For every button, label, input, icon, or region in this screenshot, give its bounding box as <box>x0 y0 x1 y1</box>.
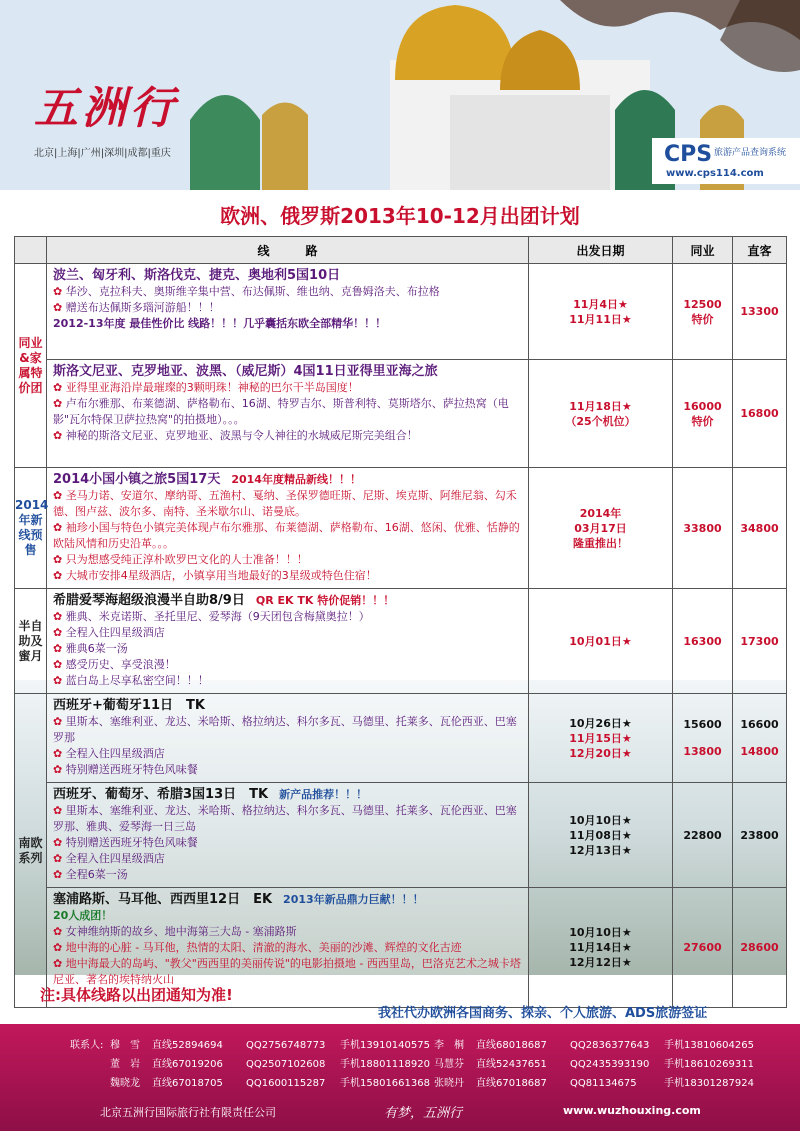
contact-row <box>70 1074 758 1093</box>
category-cell: 2014年新线预售 <box>15 468 47 589</box>
contact-mobile: 手机18301287924 <box>664 1078 754 1089</box>
header-route: 线 路 <box>47 237 529 264</box>
route-line: ✿ 特别赠送西班牙特色风味餐 <box>53 835 522 851</box>
contact-qq: QQ2435393190 <box>570 1059 650 1070</box>
table-row <box>15 264 787 360</box>
group-size-note: 20人成团！ <box>53 909 113 922</box>
promo-text: 2014年度精品新线！！！ <box>231 473 361 486</box>
promo-text: 新产品推荐！！！ <box>279 788 368 801</box>
header-trade: 同业 <box>673 237 733 264</box>
contact-row <box>70 1055 758 1074</box>
contact-mobile: 手机15801661368 <box>340 1078 430 1089</box>
cps-url: www.cps114.com <box>666 168 764 179</box>
departure-date: （25个机位） <box>565 414 636 428</box>
route-line: ✿ 袖珍小国与特色小镇完美体现卢布尔雅那、布莱德湖、萨格勒布、16湖、悠闲、优雅、恬静的欧陆风情和历史沿革。。。 <box>53 520 522 552</box>
departure-date: 11月15日★ <box>569 731 632 745</box>
contact-mobile: 手机18801118920 <box>340 1059 430 1070</box>
route-line: ✿ 华沙、克拉科夫、奥斯维辛集中营、布达佩斯、维也纳、克鲁姆洛夫、布拉格 <box>53 284 522 300</box>
route-title: 2014小国小镇之旅5国17天 <box>53 472 221 487</box>
route-line: ✿ 只为想感受纯正淳朴欧罗巴文化的人士准备！！！ <box>53 552 522 568</box>
departure-date: 11月18日★ <box>569 399 632 413</box>
route-line: ✿ 卢布尔雅那、布莱德湖、萨格勒布、16湖、特罗吉尔、斯普利特、莫斯塔尔、萨拉热窝（电影"瓦尔特保卫萨拉热窝"的拍摄地）。。。 <box>53 396 522 428</box>
direct-price <box>733 694 787 783</box>
contact-mobile: 手机18610269311 <box>664 1059 754 1070</box>
trade-price-value: 13800 <box>683 745 722 758</box>
departure-date: 11月08日★ <box>569 828 632 842</box>
route-line: ✿ 赠送布达佩斯多瑙河游船！！！ <box>53 300 522 316</box>
contact-tel: 直线67018687 <box>476 1078 547 1089</box>
contact-tel: 直线67018705 <box>152 1078 223 1089</box>
route-line: ✿ 地中海的心脏 - 马耳他，热情的太阳、清澈的海水、美丽的沙滩、辉煌的文化古迹 <box>53 940 522 956</box>
departure-date: 11月11日★ <box>569 312 632 326</box>
route-line: ✿ 亚得里亚海沿岸最璀璨的3颗明珠！神秘的巴尔干半岛国度！ <box>53 380 522 396</box>
trade-price: 27600 <box>673 888 733 1008</box>
direct-price: 13300 <box>733 264 787 360</box>
route-cell <box>47 264 529 360</box>
company-name: 北京五洲行国际旅行社有限责任公司 <box>100 1106 276 1119</box>
contact-name: 穆 雪 <box>110 1040 140 1051</box>
route-line: ✿ 圣马力诺、安道尔、摩纳哥、五渔村、戛纳、圣保罗德旺斯、尼斯、埃克斯、阿维尼翁、勾禾德、图卢兹、波尔多、南特、圣米歇尔山、诺曼底。 <box>53 488 522 520</box>
trade-price <box>673 694 733 783</box>
trade-price: 33800 <box>673 468 733 589</box>
header-direct: 直客 <box>733 237 787 264</box>
contact-qq: QQ81134675 <box>570 1078 637 1089</box>
route-line: ✿ 女神维纳斯的故乡、地中海第三大岛 - 塞浦路斯 <box>53 924 522 940</box>
contact-tel: 直线52437651 <box>476 1059 547 1070</box>
table-row <box>15 468 787 589</box>
dates-cell <box>529 360 673 468</box>
route-line: 2012-13年度 最佳性价比 线路！！！几乎囊括东欧全部精华！！！ <box>53 317 387 330</box>
route-line: ✿ 全程入住四星级酒店 <box>53 851 522 867</box>
route-line: ✿ 感受历史、享受浪漫！ <box>53 657 522 673</box>
departure-date: 10月10日★ <box>569 813 632 827</box>
cps-subtitle: 旅游产品查询系统 <box>714 148 787 158</box>
route-line: ✿ 大城市安排4星级酒店，小镇享用当地最好的3星级或特色住宿！ <box>53 568 522 584</box>
contact-tel: 直线67019206 <box>152 1059 223 1070</box>
website-link[interactable]: www.wuzhouxing.com <box>563 1104 701 1117</box>
route-line: ✿ 雅典、米克诺斯、圣托里尼、爱琴海（9天团包含梅黛奥拉！） <box>53 609 522 625</box>
direct-price: 17300 <box>733 589 787 694</box>
route-title: 西班牙+葡萄牙11日 TK <box>53 698 205 713</box>
dates-cell <box>529 783 673 888</box>
trade-price: 22800 <box>673 783 733 888</box>
departure-date: 03月17日 <box>574 521 627 535</box>
contact-qq: QQ2836377643 <box>570 1040 650 1051</box>
route-line: ✿ 里斯本、塞维利亚、龙达、米哈斯、格拉纳达、科尔多瓦、马德里、托莱多、瓦伦西亚、巴塞罗那 <box>53 714 522 746</box>
departure-date: 10月01日★ <box>569 634 632 648</box>
route-line: ✿ 特别赠送西班牙特色风味餐 <box>53 762 522 778</box>
route-line: ✿ 神秘的斯洛文尼亚、克罗地亚、波黑与令人神往的水城威尼斯完美组合！ <box>53 428 522 444</box>
contact-name: 董 岩 <box>110 1059 140 1070</box>
route-line: ✿ 雅典6菜一汤 <box>53 641 522 657</box>
direct-price: 16800 <box>733 360 787 468</box>
dates-cell <box>529 468 673 589</box>
route-line: ✿ 里斯本、塞维利亚、龙达、米哈斯、格拉纳达、科尔多瓦、马德里、托莱多、瓦伦西亚、巴塞罗那、雅典、爱琴海一日三岛 <box>53 803 522 835</box>
promo-text: QR EK TK 特价促销！！！ <box>255 594 395 607</box>
departure-date: 隆重推出！ <box>573 536 628 550</box>
direct-price: 34800 <box>733 468 787 589</box>
contact-mobile: 手机13810604265 <box>664 1040 754 1051</box>
dates-cell <box>529 888 673 1008</box>
departure-date: 12月12日★ <box>569 956 632 969</box>
route-cell <box>47 589 529 694</box>
departure-date: 2014年 <box>579 506 622 520</box>
route-title: 斯洛文尼亚、克罗地亚、波黑、（威尼斯）4国11日亚得里亚海之旅 <box>53 364 438 379</box>
route-line: ✿ 蓝白岛上尽享私密空间！！！ <box>53 673 522 689</box>
departure-date: 10月26日★ <box>569 716 632 730</box>
trade-price: 16000 特价 <box>673 360 733 468</box>
trade-price: 12500 特价 <box>673 264 733 360</box>
contact-tel: 直线68018687 <box>476 1040 547 1051</box>
logo-text: 五洲行 <box>34 83 178 134</box>
category-cell: 南欧系列 <box>15 694 47 1008</box>
dates-cell <box>529 589 673 694</box>
contact-list <box>70 1036 758 1093</box>
departure-date: 11月14日★ <box>569 941 632 954</box>
trade-price-value: 15600 <box>683 718 722 731</box>
contact-tel: 直线52894694 <box>152 1040 223 1051</box>
slogan: 有梦，五洲行 <box>384 1106 463 1121</box>
route-line: ✿ 地中海最大的岛屿、"教父"西西里的美丽传说"的电影拍摄地 - 西西里岛，巴洛克艺术之城卡塔尼亚、著名的埃特纳火山 <box>53 956 522 988</box>
departure-date: 11月4日★ <box>573 297 628 311</box>
route-line: ✿ 全程6菜一汤 <box>53 867 522 883</box>
contact-name: 李 桐 <box>434 1040 464 1051</box>
direct-price-value: 14800 <box>740 745 779 758</box>
route-title: 希腊爱琴海超级浪漫半自助8/9日 <box>53 593 245 608</box>
contacts-label: 联系人: <box>70 1040 104 1051</box>
category-cell: 半自助及蜜月 <box>15 589 47 694</box>
disclaimer-note: 注:具体线路以出团通知为准! <box>40 986 233 1004</box>
direct-price: 23800 <box>733 783 787 888</box>
table-row <box>15 694 787 783</box>
category-cell: 同业&家属特价团 <box>15 264 47 468</box>
dates-cell <box>529 694 673 783</box>
page-title: 欧洲、俄罗斯2013年10-12月出团计划 <box>220 204 580 228</box>
contact-name: 马慧芬 <box>434 1059 464 1070</box>
direct-price: 28600 <box>733 888 787 1008</box>
hero-banner <box>0 0 800 190</box>
route-line: ✿ 全程入住四星级酒店 <box>53 746 522 762</box>
route-title: 塞浦路斯、马耳他、西西里12日 EK <box>53 892 273 907</box>
dates-cell <box>529 264 673 360</box>
company-logo <box>34 72 204 159</box>
route-cell <box>47 783 529 888</box>
header-date: 出发日期 <box>529 237 673 264</box>
contact-row <box>70 1036 758 1055</box>
footer <box>0 1024 800 1131</box>
logo-cities: 北京|上海|广州|深圳|成都|重庆 <box>34 148 171 159</box>
route-cell <box>47 694 529 783</box>
route-line: ✿ 全程入住四星级酒店 <box>53 625 522 641</box>
table-row <box>15 783 787 888</box>
route-cell <box>47 468 529 589</box>
tour-schedule-table <box>14 236 787 1008</box>
route-title: 波兰、匈牙利、斯洛伐克、捷克、奥地利5国10日 <box>53 268 341 283</box>
table-row <box>15 589 787 694</box>
contact-name: 张晓丹 <box>434 1078 464 1089</box>
direct-price-value: 16600 <box>740 718 779 731</box>
contact-name: 魏晓龙 <box>110 1078 140 1089</box>
departure-date: 10月10日★ <box>569 926 632 939</box>
promo-text: 2013年新品鼎力巨献！！！ <box>283 893 424 906</box>
table-row <box>15 360 787 468</box>
departure-date: 12月13日★ <box>569 843 632 857</box>
contact-qq: QQ1600115287 <box>246 1078 326 1089</box>
departure-date: 12月20日★ <box>569 746 632 760</box>
route-cell <box>47 360 529 468</box>
table-header-row <box>15 237 787 264</box>
contact-qq: QQ2756748773 <box>246 1040 326 1051</box>
contact-qq: QQ2507102608 <box>246 1059 326 1070</box>
trade-price: 16300 <box>673 589 733 694</box>
cps-badge <box>652 138 800 184</box>
visa-service-note: 我社代办欧洲各国商务、探亲、个人旅游、ADS旅游签证 <box>378 1006 708 1021</box>
contact-mobile: 手机13910140575 <box>340 1040 430 1051</box>
route-title: 西班牙、葡萄牙、希腊3国13日 TK <box>53 787 269 802</box>
cps-title: CPS <box>664 142 713 167</box>
